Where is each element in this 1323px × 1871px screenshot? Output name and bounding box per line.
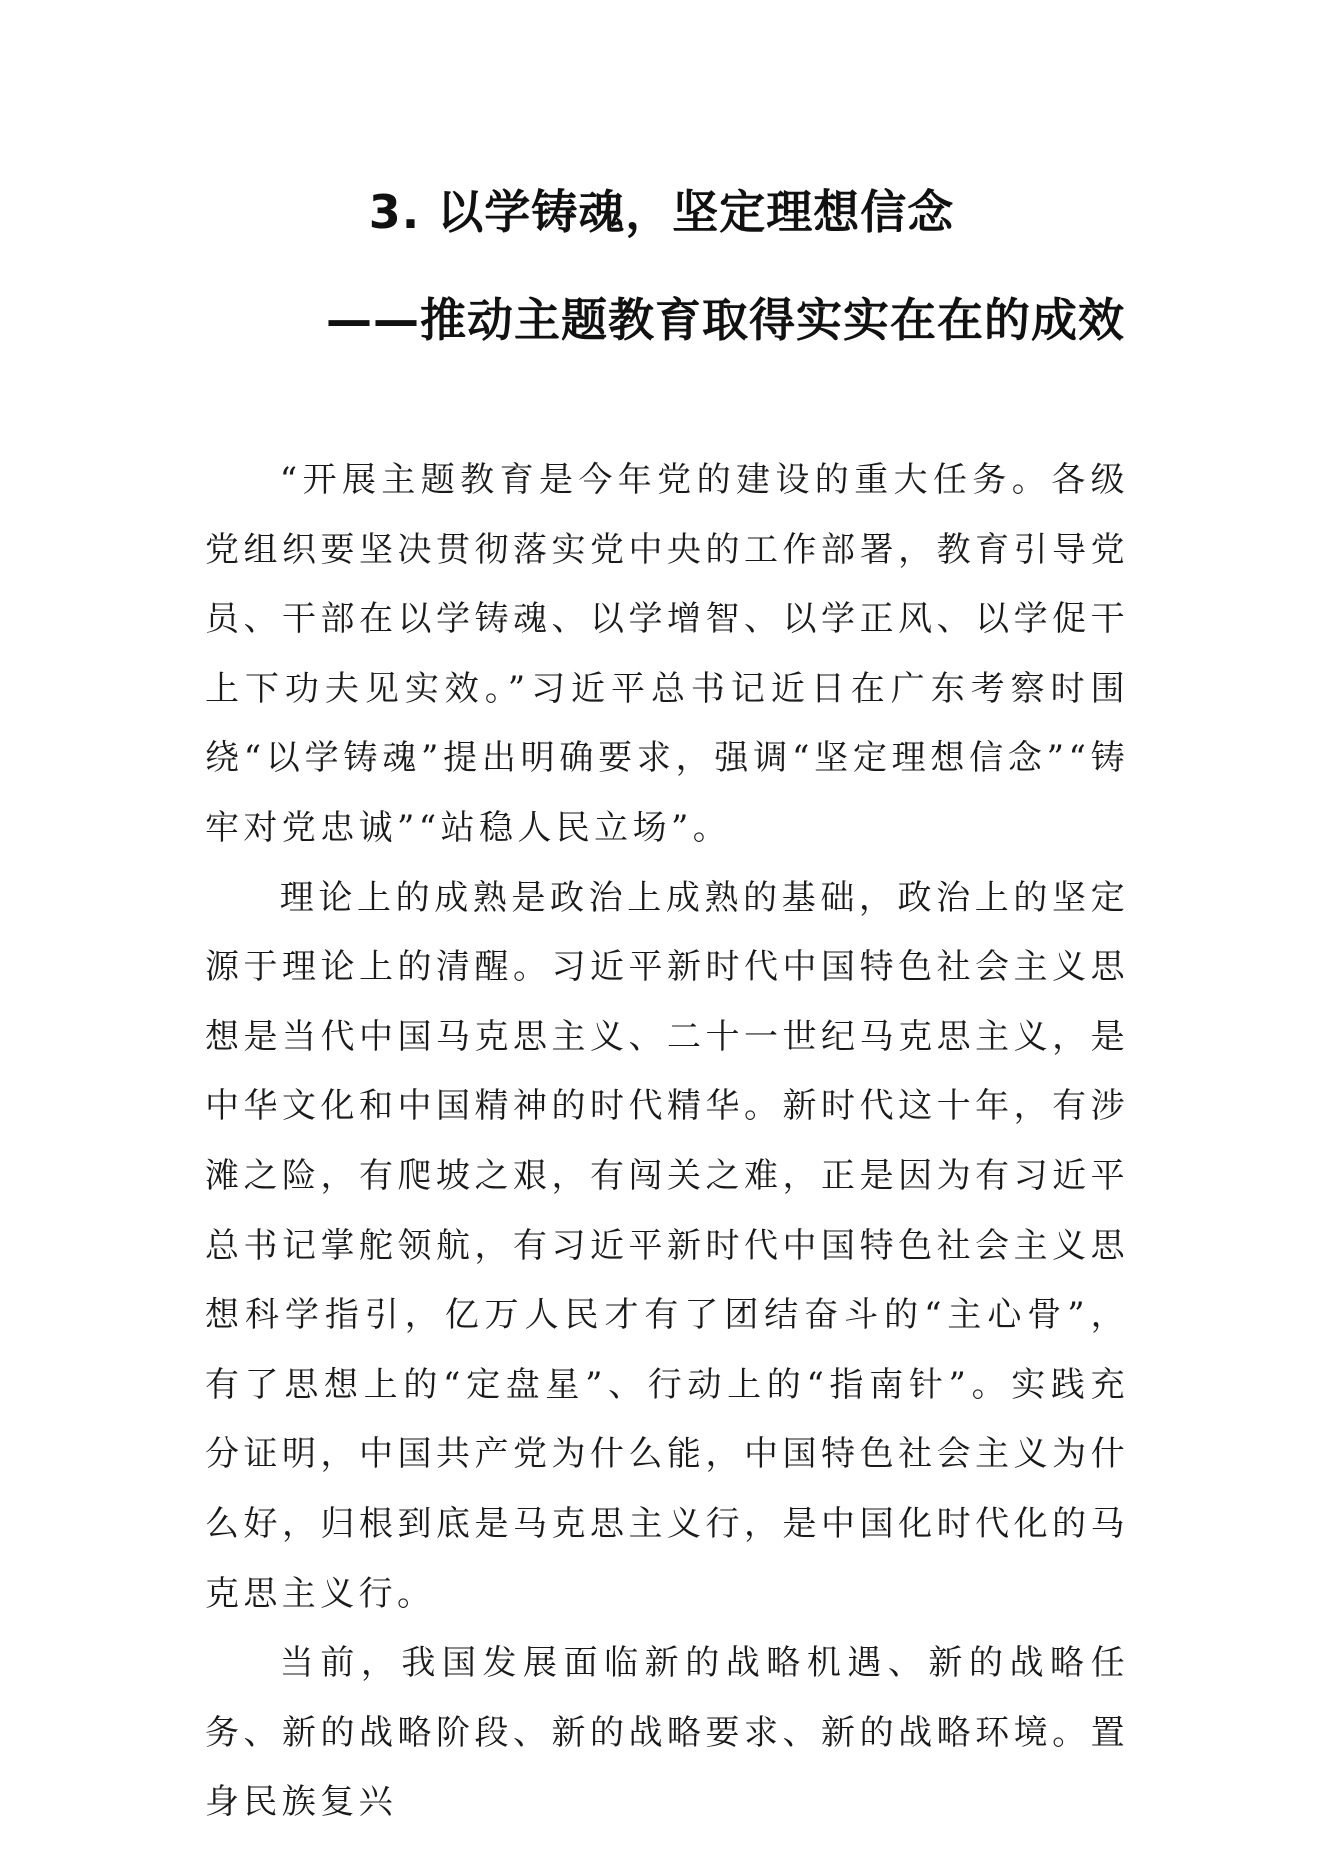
paragraph-1: “开展主题教育是今年党的建设的重大任务。各级党组织要坚决贯彻落实党中央的工作部署，教育引导党员、干部在以学铸魂、以学增智、以学正风、以学促干上下功夫见实效。”习近平总书记近日在广东考察时围绕“以学铸魂”提出明确要求，强调“坚定理想信念”“铸牢对党忠诚”“站稳人民立场”。: [205, 460, 1129, 848]
document-subtitle: ——推动主题教育取得实实在在的成效: [326, 293, 1125, 347]
paragraph-2: 理论上的成熟是政治上成熟的基础，政治上的坚定源于理论上的清醒。习近平新时代中国特色社会主义思想是当代中国马克思主义、二十一世纪马克思主义，是中华文化和中国精神的时代精华。新时代这十年，有涉滩之险，有爬坡之艰，有闯关之难，正是因为有习近平总书记掌舵领航，有习近平新时代中国特色社会主义思想科学指引，亿万人民才有了团结奋斗的“主心骨”，有了思想上的“定盘星”、行动上的“指南针”。实践充分证明，中国共产党为什么能，中国特色社会主义为什么好，归根到底是马克思主义行，是中国化时代化的马克思主义行。: [205, 877, 1129, 1614]
paragraph-3: 当前，我国发展面临新的战略机遇、新的战略任务、新的战略阶段、新的战略要求、新的战略环境。置身民族复兴: [205, 1643, 1129, 1823]
article-body: [205, 446, 1129, 1838]
document-title: 3. 以学铸魂，坚定理想信念: [368, 185, 955, 239]
